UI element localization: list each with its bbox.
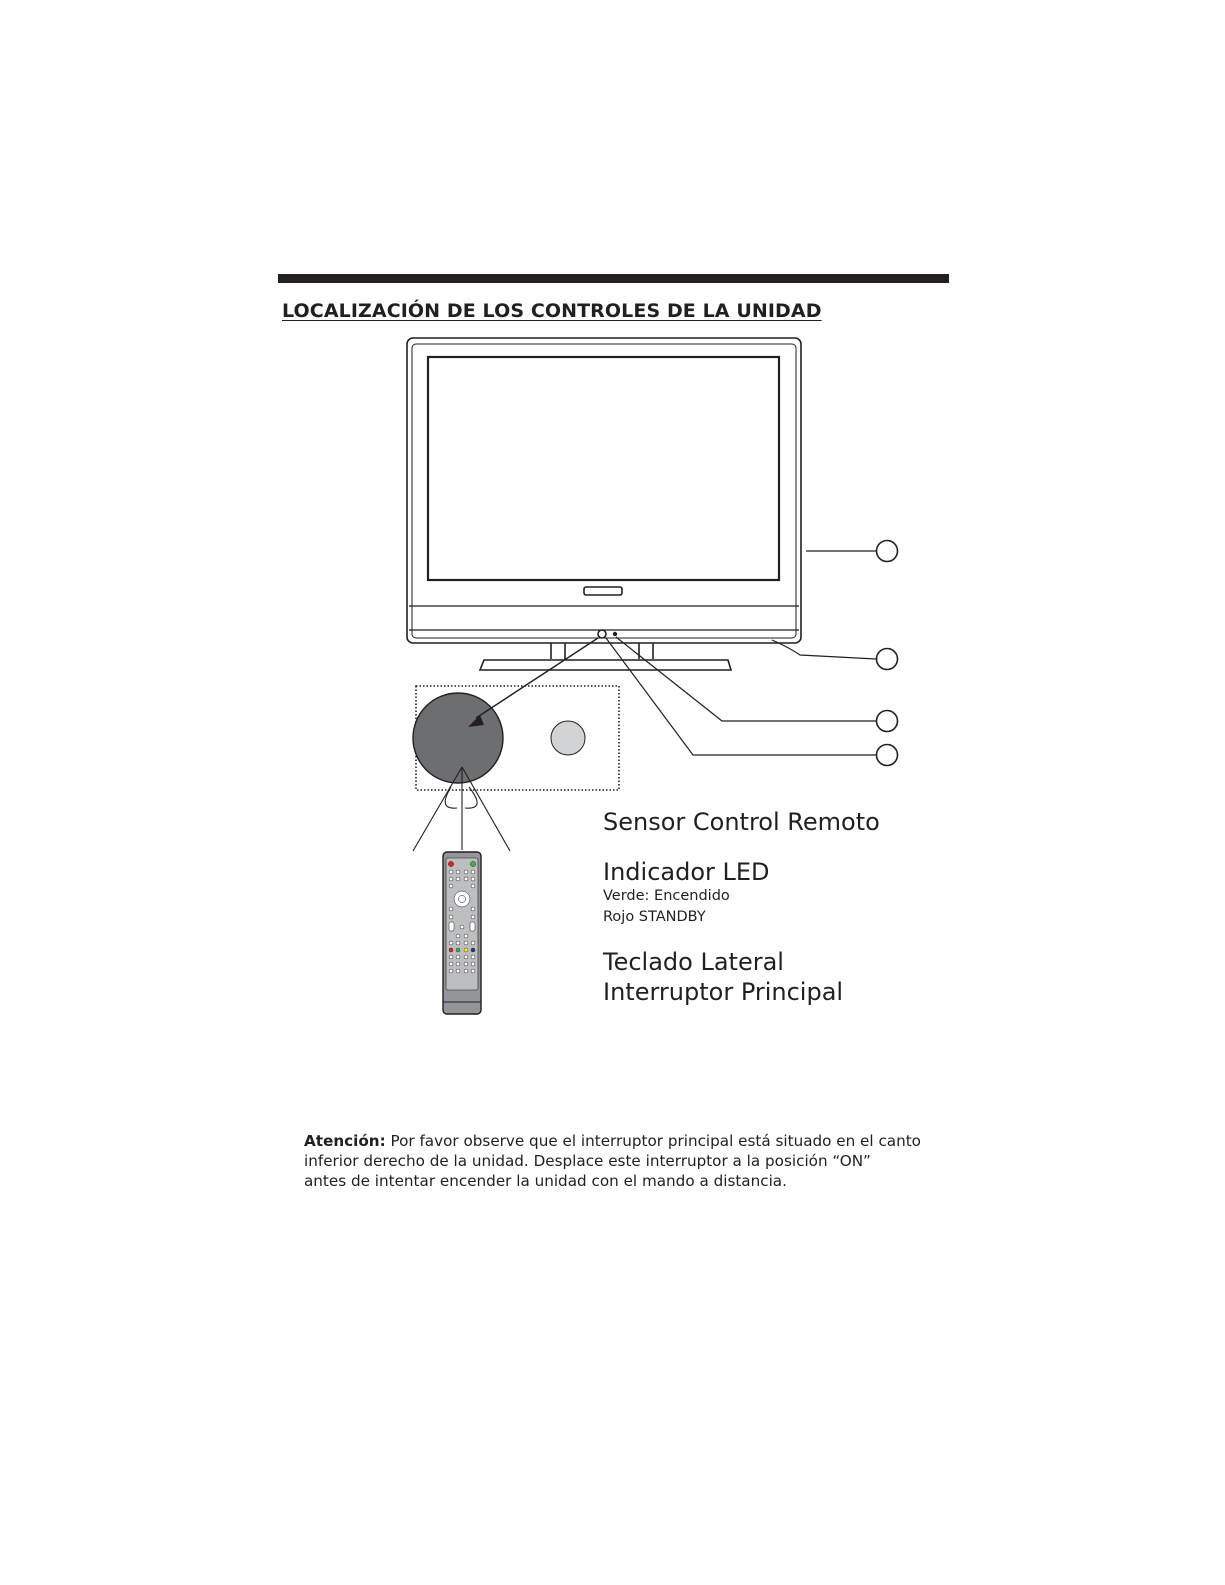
note-label: Atención:	[304, 1132, 386, 1150]
callout-4	[877, 745, 898, 766]
label-keypad: Teclado Lateral	[603, 948, 784, 976]
tv-bezel	[407, 338, 801, 643]
callout-3	[877, 711, 898, 732]
note-line-1: Atención: Por favor observe que el interruptor principal está situado en el canto	[304, 1132, 921, 1150]
label-led: Indicador LED	[603, 858, 770, 886]
sensor-enlarged	[413, 693, 503, 783]
tv-bezel-inner	[412, 344, 796, 638]
tv-logo-plate	[584, 587, 622, 595]
callout-1	[877, 541, 898, 562]
note-line-3: antes de intentar encender la unidad con el mando a distancia.	[304, 1172, 787, 1190]
label-sensor: Sensor Control Remoto	[603, 808, 880, 836]
remote-control	[443, 852, 481, 1014]
tv-stand-base	[480, 660, 731, 670]
attention-note	[304, 1131, 944, 1191]
label-led-red: Rojo STANDBY	[603, 909, 706, 925]
tv-led-dot	[614, 633, 617, 636]
callout-2	[877, 649, 898, 670]
note-line-2: inferior derecho de la unidad. Desplace este interruptor a la posición “ON”	[304, 1152, 871, 1170]
tv-sensor-window	[598, 630, 606, 638]
led-enlarged	[551, 721, 585, 755]
section-title: LOCALIZACIÓN DE LOS CONTROLES DE LA UNIDAD	[282, 300, 822, 322]
tv-screen	[428, 357, 779, 580]
label-led-green: Verde: Encendido	[603, 888, 730, 904]
label-power-switch: Interruptor Principal	[603, 978, 844, 1006]
